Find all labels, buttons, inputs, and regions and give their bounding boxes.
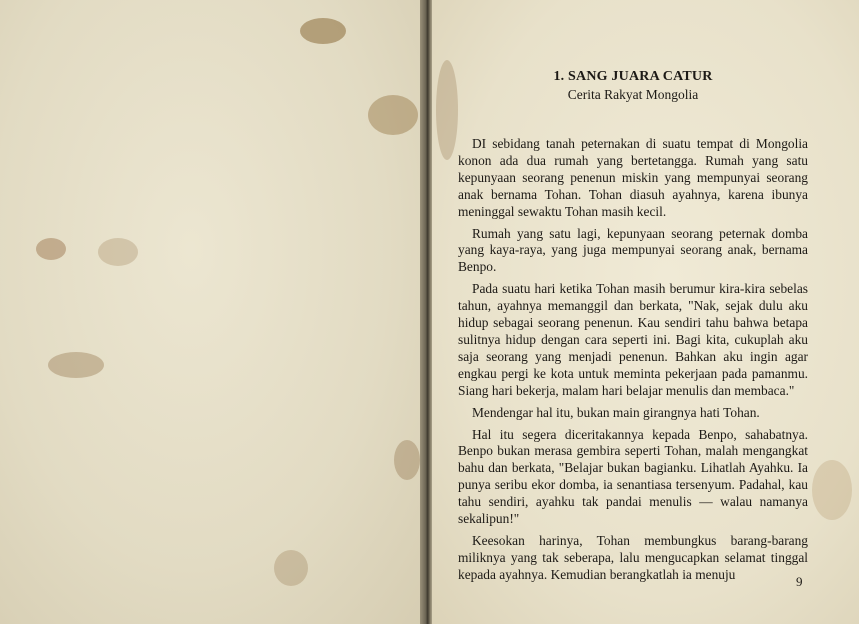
- paragraph: Rumah yang satu lagi, kepunyaan seorang peternak domba yang kaya-raya, yang juga mempunyai seorang anak, bernama Benpo.: [458, 225, 808, 275]
- story-text: [458, 68, 808, 589]
- paragraph: Mendengar hal itu, bukan main girangnya hati Tohan.: [472, 404, 760, 420]
- stain: [812, 460, 852, 520]
- stain: [274, 550, 308, 586]
- stain: [98, 238, 138, 266]
- story-title: 1. SANG JUARA CATUR: [553, 69, 713, 84]
- stain: [394, 440, 420, 480]
- stain: [300, 18, 346, 44]
- stain: [48, 352, 104, 378]
- paragraph: Hal itu segera diceritakannya kepada Benpo, sahabatnya. Benpo bukan merasa gembira seperti Tohan, malah mengangkat bahu dan berkata, "Belajar bukan bagianku. Lihatlah Ayahku. Ia punya seribu ekor domba, ia senantiasa tersenyum. Padahal, kau tahu sendiri, ayahku tak pandai menulis — walau namanya sekalipun!": [458, 426, 808, 527]
- story-subtitle: Cerita Rakyat Mongolia: [567, 87, 699, 102]
- stain: [36, 238, 66, 260]
- paragraph: DI sebidang tanah peternakan di suatu tempat di Mongolia konon ada dua rumah yang bertetangga. Rumah yang satu kepunyaan seorang penenun miskin yang mempunyai seorang anak bernama Tohan. Tohan diasuh ayahnya, karena ibunya meninggal sewaktu Tohan masih kecil.: [458, 136, 808, 219]
- paragraph: Pada suatu hari ketika Tohan masih berumur kira-kira sebelas tahun, ayahnya memanggil dan berkata, "Nak, sejak dulu aku hidup sebagai seorang penenun. Kau sendiri tahu bahwa betapa sulitnya hidup dengan cara seperti ini. Bagi kita, cukuplah aku saja seorang yang menjadi penenun. Bahkan aku ingin agar engkau pergi ke kota untuk meminta pekerjaan pada pamanmu. Siang hari bekerja, malam hari belajar menulis dan membaca.": [458, 281, 808, 398]
- page-number: 9: [796, 574, 803, 589]
- left-page: [0, 0, 424, 624]
- paragraph: Keesokan harinya, Tohan membungkus barang-barang miliknya yang tak seberapa, lalu mengucapkan selamat tinggal kepada ayahnya. Kemudian berangkatlah ia menuju: [458, 532, 808, 582]
- stain: [436, 60, 458, 160]
- stain: [368, 95, 418, 135]
